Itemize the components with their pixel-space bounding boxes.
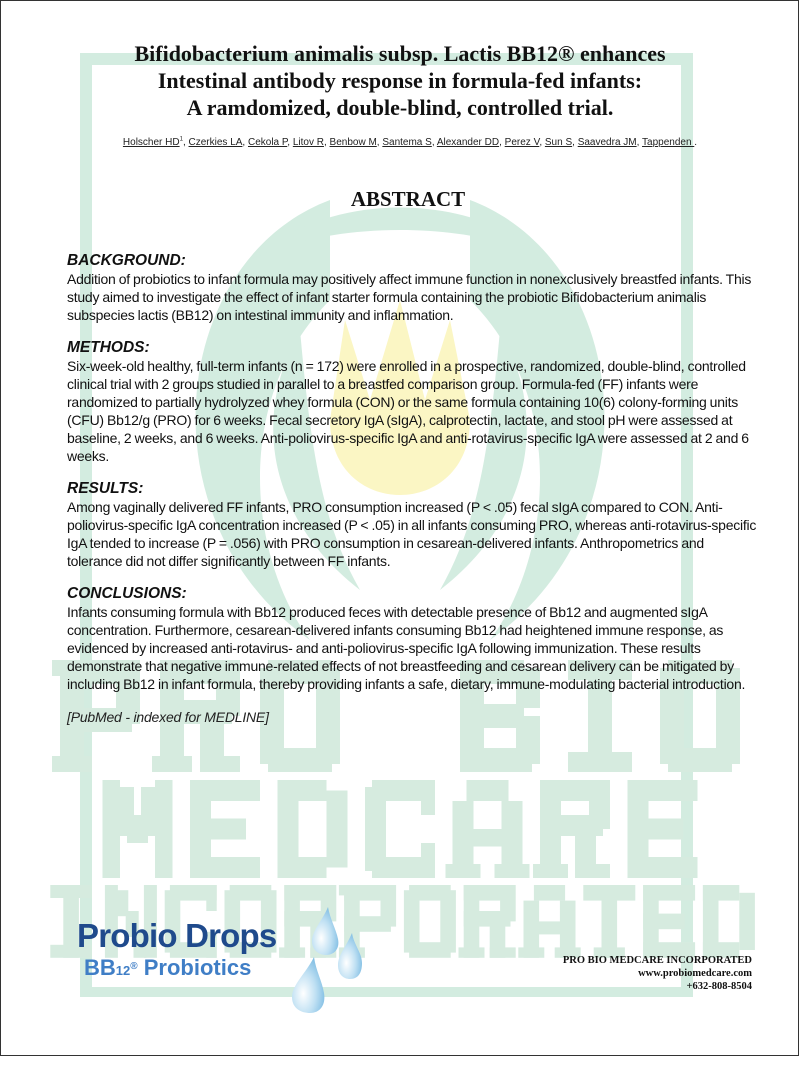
product-sub: 12 (115, 963, 131, 978)
section-background (67, 252, 757, 324)
author-link[interactable]: Benbow M (329, 137, 377, 148)
author-list (40, 137, 780, 149)
section-heading: BACKGROUND: (67, 252, 186, 269)
water-drop-icon (292, 957, 324, 1013)
author-separator: , (323, 137, 330, 148)
author-separator: , (182, 137, 189, 148)
title-line-2: Intestinal antibody response in formula-fed infants: (157, 68, 643, 93)
section-results (67, 480, 757, 570)
company-website[interactable]: www.probiomedcare.com (638, 968, 752, 979)
author-link[interactable]: Santema S (382, 137, 432, 148)
brand-product (84, 954, 282, 985)
water-drops-icon (286, 905, 366, 1015)
abstract-sections (67, 252, 757, 726)
author-separator: . (694, 137, 698, 148)
contact-block (520, 954, 752, 993)
author-separator: , (499, 137, 505, 148)
section-heading: RESULTS: (67, 480, 144, 497)
author-link[interactable]: Litov R (292, 137, 324, 148)
author-link[interactable]: Alexander DD (436, 137, 500, 148)
author-separator: , (539, 137, 545, 148)
section-conclusions (67, 585, 757, 693)
water-drop-icon (312, 907, 338, 955)
section-body: Addition of probiotics to infant formula may positively affect immune function in nonexclusively breastfed infants. This study aimed to investigate the effect of infant starter formula containing the probiotic Bifidobacterium animalis subspecies lactis (BB12) on intestinal immunity and inflammation. (67, 271, 752, 323)
author-link[interactable]: Czerkies LA (188, 137, 243, 148)
product-suffix: Probiotics (137, 955, 252, 980)
author-separator: , (572, 137, 578, 148)
product-registered-mark: ® (130, 961, 138, 972)
author-separator: , (376, 137, 383, 148)
company-phone: +632-808-8504 (686, 981, 752, 992)
abstract-heading: ABSTRACT (350, 187, 466, 211)
author-affiliation-sup: 1 (179, 136, 183, 143)
author-separator: , (636, 137, 643, 148)
author-link[interactable]: Tappenden (642, 137, 695, 148)
article-title (60, 40, 740, 121)
section-body: Infants consuming formula with Bb12 produced feces with detectable presence of Bb12 and augmented sIgA concentration. Furthermore, cesarean-delivered infants consuming Bb12 had heightened immune response, as evidenced by increased anti-rotavirus- and anti-poliovirus-specific IgA following immunization. These results demonstrate that negative immune-related effects of not breastfeeding and cesarean delivery can be mitigated by including Bb12 in infant formula, thereby providing infants a safe, dietary, immune-modulating bacterial introduction. (67, 604, 746, 692)
author-link[interactable]: Perez V (504, 137, 540, 148)
water-drop-icon (338, 933, 362, 979)
section-methods (67, 339, 757, 465)
author-separator: , (242, 137, 248, 148)
author-link[interactable]: Saavedra JM (577, 137, 637, 148)
title-line-1: Bifidobacterium animalis subsp. Lactis BB12® enhances (134, 41, 666, 66)
section-body: Six-week-old healthy, full-term infants (n = 172) were enrolled in a prospective, randomized, double-blind, controlled clinical trial with 2 groups studied in parallel to a breastfed comparison group. Formula-fed (FF) infants were randomized to partially hydrolyzed whey formula (CON) or the same formula containing 10(6) colony-forming units (CFU) Bb12/g (PRO) for 6 weeks. Fecal secretory IgA (sIgA), calprotectin, lactate, and stool pH were assessed at baseline, 2 weeks, and 6 weeks. Anti-poliovirus-specific IgA and anti-rotavirus-specific IgA were assessed at 2 and 6 weeks. (67, 358, 749, 464)
author-link[interactable]: Sun S (544, 137, 573, 148)
author-link[interactable]: Cekola P (247, 137, 288, 148)
pubmed-note: [PubMed - indexed for MEDLINE] (67, 709, 269, 725)
title-line-3: A ramdomized, double-blind, controlled trial. (186, 95, 614, 120)
author-separator: , (431, 137, 437, 148)
product-prefix: BB (84, 955, 116, 980)
author-separator: , (287, 137, 293, 148)
company-name: PRO BIO MEDCARE INCORPORATED (562, 955, 752, 966)
section-heading: CONCLUSIONS: (67, 585, 187, 602)
author-link[interactable]: Holscher HD (122, 137, 180, 148)
brand-name: Probio Drops (77, 917, 277, 954)
section-body: Among vaginally delivered FF infants, PRO consumption increased (P < .05) fecal sIgA compared to CON. Anti-poliovirus-specific IgA concentration increased (P < .05) in all infants consuming PRO, whereas anti-rotavirus-specific IgA tended to increase (P = .056) with PRO consumption in cesarean-delivered infants. Anthropometrics and tolerance did not differ significantly between FF infants. (67, 499, 757, 569)
brand-logo (77, 918, 282, 985)
section-heading: METHODS: (67, 339, 150, 356)
